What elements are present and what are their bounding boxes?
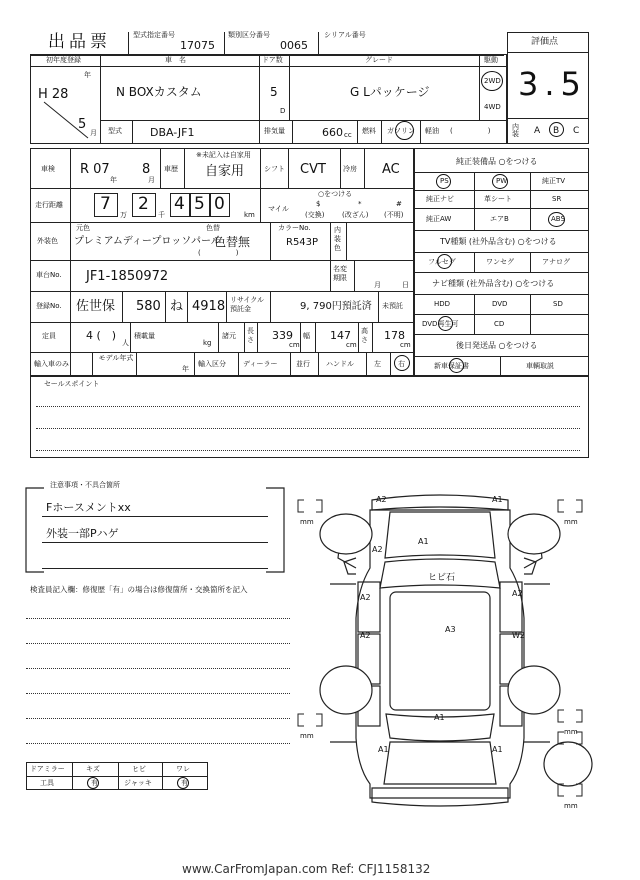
displacement-unit: cc: [344, 131, 352, 139]
dmg-trunk: A1: [434, 713, 445, 722]
drive-2wd-circle: [481, 71, 503, 91]
drive-2wd: 2WD: [484, 77, 501, 85]
reg-number: 4918: [192, 299, 226, 314]
dmg-left-rear-door: A2: [360, 631, 371, 640]
equip-sr: SR: [552, 195, 562, 203]
nav-cd: CD: [494, 320, 505, 328]
meter-header: ○をつける: [318, 190, 353, 198]
legend-jack: ジャッキ: [124, 779, 152, 787]
legend-jack-has: 有: [181, 779, 188, 787]
shift-label: シフト: [264, 165, 285, 173]
reg-label: 登録No.: [36, 302, 62, 310]
dmg-rear-bumper-left: A1: [378, 745, 389, 754]
inspection-month-unit: 月: [148, 176, 155, 184]
capacity-unit: 人: [122, 339, 129, 347]
mileage-digit-3: 0: [214, 194, 225, 214]
car-damage-diagram: [290, 488, 595, 814]
later-warranty: 新車保証書: [434, 362, 469, 370]
mileage-man-unit: 万: [120, 211, 127, 219]
equip-airbag: エアB: [490, 215, 509, 223]
score-value: 3.5: [518, 65, 587, 103]
dmg-hood: A1: [418, 537, 429, 546]
exterior-color-label: 外装色: [37, 237, 58, 245]
interior-grade-b-circle: [549, 122, 564, 137]
notes-line-1: Fホースメントxx: [46, 501, 131, 514]
model-code: 17075: [180, 39, 215, 52]
tire-mm-rl: mm: [300, 732, 314, 740]
vehicle-name: N BOXカスタム: [116, 85, 202, 99]
history-note: ※未記入は自家用: [196, 151, 251, 159]
reg-kana: ね: [170, 299, 184, 314]
chassis-label: 車台No.: [36, 271, 62, 279]
score-label: 評価点: [531, 37, 559, 47]
color-change-value: 色替無: [214, 235, 251, 249]
type-label: 型式: [108, 127, 122, 135]
name-change-label: 名変期限: [333, 265, 347, 282]
legend-break: ワレ: [176, 765, 190, 773]
length-value: 339: [272, 329, 293, 342]
import-dealer: ディーラー: [243, 360, 278, 368]
interior-grade-b: B: [553, 126, 560, 136]
inspector-header: 検査員記入欄：修復歴「有」の場合は修復箇所・交換箇所を記入: [30, 585, 248, 594]
nav-hdd: HDD: [434, 300, 451, 308]
model-year-unit: 年: [182, 365, 189, 373]
tv-fullseg-circle: [437, 254, 452, 269]
tv-analog: アナログ: [542, 258, 570, 266]
nav-dvd: DVD: [492, 300, 508, 308]
history-label: 車歴: [164, 165, 178, 173]
name-label: 車 名: [165, 56, 186, 64]
document-title: 出品票: [48, 32, 111, 52]
equip-ps: PS: [440, 177, 449, 185]
dmg-roof: A3: [445, 625, 456, 634]
height-value: 178: [384, 329, 405, 342]
legend-tools-has: 有: [91, 779, 98, 787]
capacity-label: 定員: [42, 332, 56, 340]
equip-ps-circle: [436, 174, 451, 189]
equip-abs-circle: [548, 212, 565, 227]
capacity-value: 4 ( ): [86, 329, 117, 342]
equip-aw: 純正AW: [426, 215, 452, 223]
dmg-rear-bumper-right: A1: [492, 745, 503, 754]
fuel-gasoline: ガソリン: [387, 127, 415, 135]
tire-mm-spare: mm: [564, 802, 578, 810]
type-value: DBA-JF1: [150, 126, 195, 139]
interior-color-label: 内装色: [334, 226, 341, 252]
tire-mm-fr: mm: [564, 518, 578, 526]
inspection-month: 8: [142, 162, 151, 177]
tv-fullseg: フルセグ: [428, 258, 456, 266]
import-label: 輸入車のみ: [34, 360, 69, 368]
class-code-label: 類別区分番号: [228, 31, 270, 39]
height-unit: cm: [400, 341, 411, 349]
import-type-label: 輸入区分: [198, 360, 226, 368]
equip-pw: PW: [496, 177, 508, 185]
legend-scratch: キズ: [86, 765, 100, 773]
meter-unknown-label: (不明): [384, 211, 404, 219]
inspection-era: R 07: [80, 162, 110, 177]
fuel-other: ( ): [450, 127, 491, 135]
interior-label: 内装: [512, 123, 519, 138]
sales-point-label: セールスポイント: [44, 380, 100, 388]
orig-color-label: 元色: [76, 224, 90, 232]
equip-pw-circle: [492, 174, 508, 189]
notes-line-2: 外装一部Pハゲ: [46, 527, 119, 540]
spec-label: 諸元: [222, 332, 236, 340]
dmg-right-front-door: A2: [512, 589, 523, 598]
tire-mm-rr: mm: [564, 728, 578, 736]
inspection-label: 車検: [41, 165, 55, 173]
model-year-label: モデル年式: [98, 354, 134, 362]
genuine-header: 純正装備品 ○をつける: [456, 157, 538, 166]
drive-4wd: 4WD: [484, 103, 501, 111]
handle-label: ハンドル: [326, 360, 354, 368]
recycle-label: リサイクル預託金: [230, 296, 265, 313]
inspection-year-unit: 年: [110, 176, 117, 184]
mileage-digit-2: 5: [194, 194, 205, 214]
serial-label: シリアル番号: [324, 31, 366, 39]
doors-value: 5: [270, 85, 278, 99]
first-reg-era: H 28: [38, 87, 69, 102]
mileage-sen-unit: 千: [158, 211, 165, 219]
tv-oneseg: ワンセグ: [486, 258, 514, 266]
equip-tv: 純正TV: [542, 177, 566, 185]
dmg-left-fender: A2: [372, 545, 383, 554]
doors-label: ドア数: [262, 56, 283, 64]
mileage-label: 走行距離: [35, 201, 63, 209]
legend-crack: ヒビ: [132, 765, 146, 773]
color-change-label: 色替: [206, 224, 220, 232]
fuel-gasoline-circle: [395, 121, 414, 140]
drive-label: 駆動: [484, 56, 498, 64]
color-no-label: カラーNo.: [278, 224, 311, 232]
import-parallel: 並行: [296, 360, 310, 368]
first-reg-month: 5: [78, 117, 87, 132]
dmg-front-bumper-left: A2: [376, 495, 387, 504]
ac-value: AC: [382, 162, 400, 177]
load-unit: kg: [203, 339, 212, 347]
height-label: 高さ: [361, 327, 368, 344]
length-unit: cm: [289, 341, 300, 349]
dmg-front-bumper-right: A1: [492, 495, 503, 504]
dmg-right-rear-door: W2: [512, 631, 525, 640]
name-change-month: 月: [374, 281, 381, 289]
dmg-windshield: ヒビ石: [428, 573, 456, 583]
orig-color-value: プレミアムディープロッソパール: [74, 236, 221, 247]
displacement-value: 660: [322, 126, 343, 139]
equip-nav: 純正ナビ: [426, 195, 454, 203]
color-no-value: R543P: [286, 237, 319, 248]
displacement-label: 排気量: [264, 127, 285, 135]
width-label: 幅: [303, 332, 310, 340]
later-warranty-circle: [449, 358, 464, 373]
grade-value: G Lパッケージ: [350, 85, 430, 99]
width-unit: cm: [346, 341, 357, 349]
history-value: 自家用: [205, 164, 245, 179]
mileage-digit-1: 4: [174, 194, 185, 214]
meter-unknown: #: [396, 200, 402, 208]
nav-dvd-play-circle: [438, 316, 453, 331]
mileage-sen: 2: [138, 194, 149, 214]
sales-point-box: [30, 376, 589, 458]
handle-right-circle: [394, 355, 410, 371]
footer-watermark: www.CarFromJapan.com Ref: CFJ1158132: [182, 862, 431, 876]
nav-dvd-play: DVD再生可: [422, 320, 459, 328]
first-reg-year-unit: 年: [84, 71, 91, 79]
first-reg-month-unit: 月: [90, 129, 97, 137]
legend-door-mirror: ドアミラー: [30, 765, 65, 773]
mileage-man: 7: [100, 194, 111, 214]
fuel-diesel: 軽油: [425, 127, 439, 135]
meter-mile: マイル: [268, 205, 289, 213]
grade-label: グレード: [365, 56, 393, 64]
fuel-label: 燃料: [362, 127, 376, 135]
reg-area: 佐世保: [76, 299, 116, 314]
chassis-value: JF1-1850972: [86, 269, 169, 284]
meter-tamper: *: [358, 200, 362, 208]
ac-label: 冷房: [343, 165, 357, 173]
reg-class: 580: [136, 299, 161, 314]
recycle-status: 未預託: [382, 302, 403, 310]
meter-tamper-label: (改ざん): [342, 211, 369, 219]
later-manual: 車輌取説: [526, 362, 554, 370]
shift-value: CVT: [300, 162, 326, 177]
nav-header: ナビ種類 (社外品含む) ○をつける: [432, 279, 555, 288]
handle-right: 右: [398, 360, 405, 368]
first-reg-label: 初年度登録: [46, 56, 81, 64]
dmg-left-front-door: A2: [360, 593, 371, 602]
recycle-amount: 9, 790円預託済: [300, 301, 372, 312]
nav-sd: SD: [553, 300, 563, 308]
later-header: 後日発送品 ○をつける: [456, 341, 538, 350]
tire-mm-fl: mm: [300, 518, 314, 526]
name-change-day: 日: [402, 281, 409, 289]
door-type: D: [280, 107, 286, 115]
first-reg-slash: [36, 100, 96, 140]
tv-header: TV種類 (社外品含む) ○をつける: [440, 237, 557, 246]
model-code-label: 型式指定番号: [133, 31, 175, 39]
class-code: 0065: [280, 39, 308, 52]
color-change-paren: ( ): [198, 249, 239, 257]
width-value: 147: [330, 329, 351, 342]
interior-grade-c: C: [573, 126, 580, 136]
mileage-km-unit: km: [244, 211, 255, 219]
legend-tools: 工具: [40, 779, 54, 787]
interior-grade-a: A: [534, 126, 541, 136]
handle-left: 左: [374, 360, 381, 368]
equip-abs: ABS: [551, 215, 565, 223]
notes-header: 注意事項・不具合箇所: [50, 481, 120, 489]
length-label: 長さ: [247, 327, 254, 344]
meter-exchange: $: [316, 200, 321, 208]
meter-exchange-label: (交換): [305, 211, 325, 219]
load-label: 積載量: [134, 332, 155, 340]
equip-leather: 革シート: [484, 195, 512, 203]
